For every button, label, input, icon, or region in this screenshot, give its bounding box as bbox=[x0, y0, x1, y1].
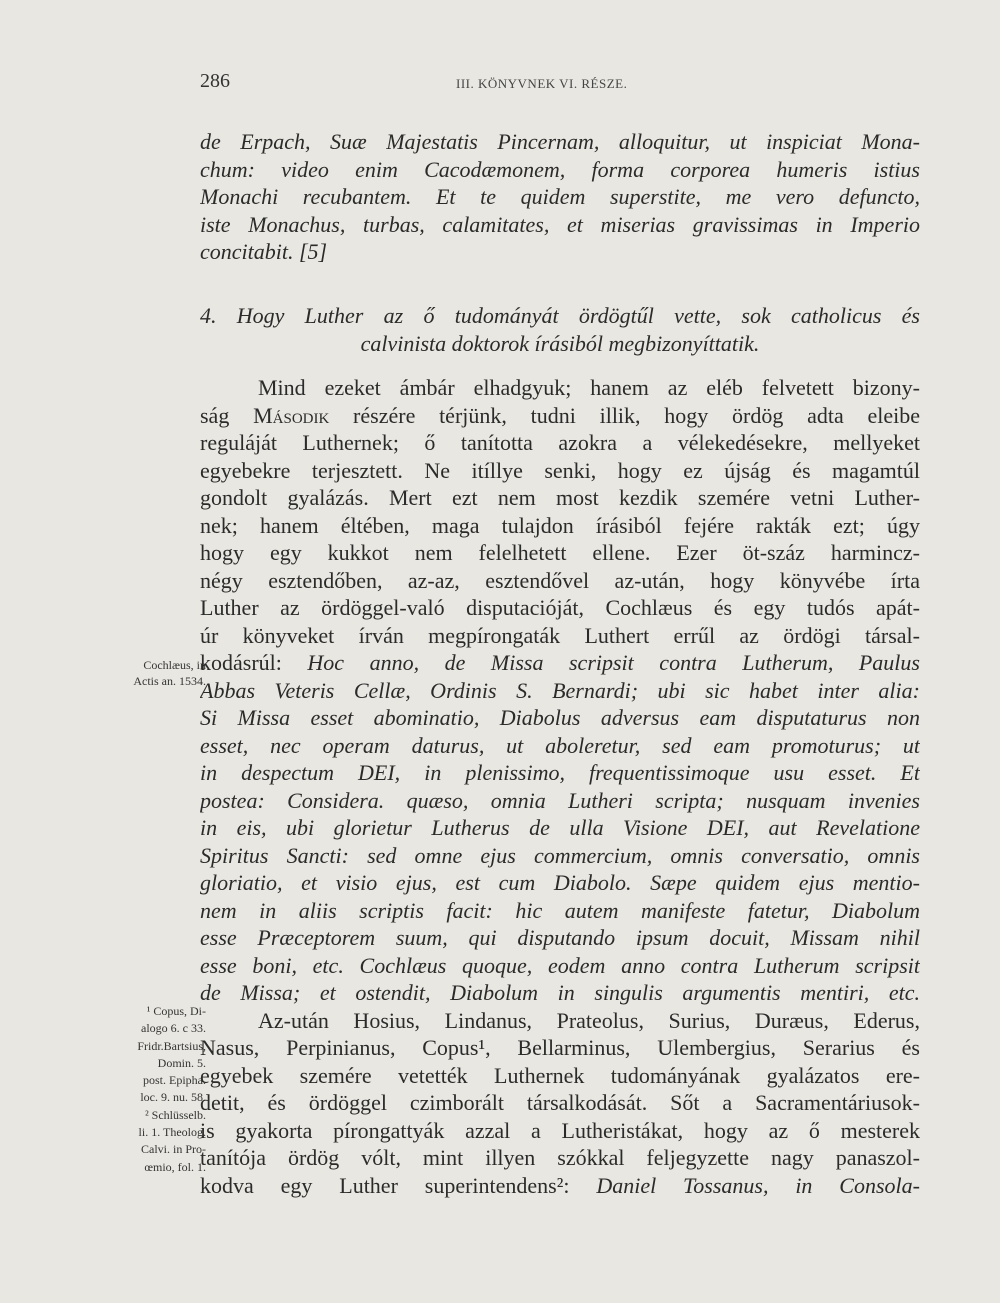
paragraph-2 bbox=[200, 1007, 920, 1200]
text-line: egyebek szemére vetették Luthernek tudományának gyalázatos ere- bbox=[200, 1062, 920, 1088]
text-line: Spiritus Sancti: sed omne ejus commercium, omnis conversatio, omnis bbox=[200, 842, 920, 868]
paragraph-1 bbox=[200, 374, 920, 1007]
quote-line: chum: video enim Cacodæmonem, forma corporea humeris istius bbox=[200, 156, 920, 182]
text-line: hogy egy kukkot nem felelhetett ellene. Ezer öt-száz harmincz- bbox=[200, 540, 920, 565]
text-line: Az-után Hosius, Lindanus, Prateolus, Surius, Duræus, Ederus, bbox=[258, 1007, 920, 1033]
text-line: tanítója ördög vólt, mint illyen szókkal feljegyzette nagy panaszol- bbox=[200, 1145, 920, 1170]
text-line: Mind ezeket ámbár elhadgyuk; hanem az eléb felvetett bizony- bbox=[258, 375, 920, 400]
text-line bbox=[200, 649, 920, 677]
latin-text: Daniel Tossanus, in Consola- bbox=[596, 1172, 920, 1198]
text-line: reguláját Luthernek; ő tanította azokra a vélekedésekre, mellyeket bbox=[200, 430, 920, 455]
text-line: esse Præceptorem suum, qui disputando ipsum docuit, Missam nihil bbox=[200, 925, 920, 950]
margin-note-line: li. 1. Theolog. bbox=[138, 1125, 206, 1140]
text-line: postea: Considera. quæso, omnia Lutheri scripta; nusquam invenies bbox=[200, 787, 920, 813]
quote-line: Monachi recubantem. Et te quidem superstite, me vero defuncto, bbox=[200, 184, 920, 209]
text-line: egyebekre terjesztett. Ne itíllye senki, hogy ez újság és magamtúl bbox=[200, 457, 920, 483]
margin-note-cochlaeus bbox=[96, 658, 206, 689]
page-header bbox=[200, 70, 920, 100]
text-line: úr könyveket írván megpírongaták Luthert errűl az ördögi társal- bbox=[200, 622, 920, 648]
text-line: gondolt gyalázás. Mert ezt nem most kezdik szemére vetni Luther- bbox=[200, 485, 920, 510]
margin-note-line: Fridr.Bartsius, bbox=[137, 1038, 206, 1053]
text-line: in eis, ubi glorietur Lutherus de ulla Visione DEI, aut Revelatione bbox=[200, 815, 920, 840]
text-line: is gyakorta pírongattyák azzal a Lutheristákat, hogy az ő mesterek bbox=[200, 1117, 920, 1143]
text-line: Abbas Veteris Cellæ, Ordinis S. Bernardi; ubi sic habet inter alia: bbox=[200, 677, 920, 703]
margin-note-line: œmio, fol. 1. bbox=[144, 1159, 206, 1174]
text-line: Luther az ördöggel-való disputacióját, Cochlæus és egy tudós apát- bbox=[200, 595, 920, 620]
margin-footnotes bbox=[96, 1003, 206, 1176]
small-caps-word: Második bbox=[253, 402, 330, 428]
text-line: de Missa; et ostendit, Diabolum in singulis argumentis mentiri, etc. bbox=[200, 980, 920, 1005]
text-line: négy esztendőben, az-az, esztendővel az-után, hogy könyvébe írta bbox=[200, 567, 920, 593]
quote-line: iste Monachus, turbas, calamitates, et miserias gravissimas in Imperio bbox=[200, 211, 920, 237]
text-line-part: kodva egy Luther superintendens²: bbox=[200, 1172, 597, 1198]
text-line bbox=[200, 1172, 920, 1200]
text-line bbox=[200, 402, 920, 430]
text-line: esse boni, etc. Cochlæus quoque, eodem anno contra Lutherum scripsit bbox=[200, 952, 920, 978]
quote-block bbox=[200, 128, 920, 266]
margin-note-line: loc. 9. nu. 58. bbox=[140, 1090, 206, 1105]
heading-line-2: calvinista doktorok írásiból megbizonyíttatik. bbox=[360, 330, 760, 356]
section-heading bbox=[200, 302, 920, 357]
text-line: nek; hanem éltében, maga tulajdon írásiból fejére rakták ezt; úgy bbox=[200, 512, 920, 538]
text-line: detit, és ördöggel czimborált társalkodását. Sőt a Sacramentáriusok- bbox=[200, 1090, 920, 1115]
margin-note-line: Domin. 5. bbox=[157, 1055, 206, 1070]
text-line-part: ság bbox=[200, 402, 254, 428]
margin-note-line: Calvi. in Pro- bbox=[141, 1142, 206, 1157]
margin-note-line: Cochlæus, in bbox=[143, 658, 206, 672]
text-line: gloriatio, et visio ejus, est cum Diabolo. Sæpe quidem ejus mentio- bbox=[200, 870, 920, 895]
margin-note-line: alogo 6. c 33. bbox=[141, 1021, 206, 1036]
quote-line: de Erpach, Suæ Majestatis Pincernam, alloquitur, ut inspiciat Mona- bbox=[200, 129, 920, 154]
heading-line-1: 4. Hogy Luther az ő tudományát ördögtűl vette, sok catholicus és bbox=[200, 303, 920, 328]
text-line: esset, nec operam daturus, ut aboleretur, sed eam promoturus; ut bbox=[200, 732, 920, 758]
running-title: III. KÖNYVNEK VI. RÉSZE. bbox=[456, 76, 628, 91]
text-line: Nasus, Perpinianus, Copus¹, Bellarminus, Ulembergius, Serarius és bbox=[200, 1035, 920, 1060]
latin-text: Hoc anno, de Missa scripsit contra Lutherum, Paulus bbox=[307, 650, 920, 675]
text-line: nem in aliis scriptis facit: hic autem manifeste fatetur, Diabolum bbox=[200, 897, 920, 923]
text-line: in despectum DEI, in plenissimo, frequentissimoque usu esset. Et bbox=[200, 760, 920, 785]
margin-note-line: Actis an. 1534. bbox=[133, 673, 206, 688]
margin-note-line: ² Schlüsselb. bbox=[145, 1107, 206, 1122]
margin-note-line: ¹ Copus, Di- bbox=[146, 1004, 206, 1018]
text-line: Si Missa esset abominatio, Diabolus adversus eam disputaturus non bbox=[200, 705, 920, 730]
margin-note-line: post. Epipha. bbox=[143, 1073, 206, 1088]
page-number: 286 bbox=[200, 70, 230, 92]
text-line-part: kodásrúl: bbox=[200, 650, 308, 675]
text-line-part: részére térjünk, tudni illik, hogy ördög adta eleibe bbox=[329, 402, 920, 428]
quote-line: concitabit. [5] bbox=[200, 239, 328, 264]
